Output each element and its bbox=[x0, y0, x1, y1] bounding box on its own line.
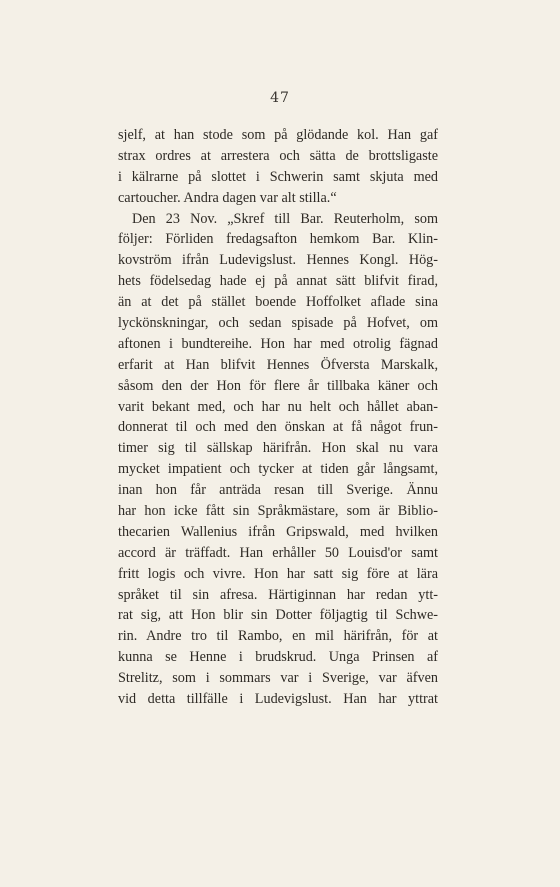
text-line: varit bekant med, och har nu helt och hållet aban- bbox=[118, 398, 438, 415]
text-line: cartoucher. Andra dagen var alt stilla.“ bbox=[118, 189, 337, 206]
text-line: sjelf, at han stode som på glödande kol. Han gaf bbox=[118, 127, 438, 143]
text-line: mycket impatient och tycker at tiden går långsamt, bbox=[118, 461, 438, 478]
text-line: än at det på stället boende Hoffolket aflade sina bbox=[118, 294, 438, 311]
text-line: kunna se Henne i brudskrud. Unga Prinsen af bbox=[118, 649, 438, 666]
text-line: i kälrarne på slottet i Schwerin samt skjuta med bbox=[118, 168, 438, 185]
text-line: såsom den der Hon för flere år tillbaka käner och bbox=[118, 377, 438, 394]
text-line: strax ordres at arrestera och sätta de brottsligaste bbox=[118, 147, 438, 164]
text-line: följer: Förliden fredagsafton hemkom Bar. Klin- bbox=[118, 231, 438, 248]
text-line: aftonen i bundtereihe. Hon har med otrolig fägnad bbox=[118, 335, 438, 352]
text-line: rat sig, att Hon blir sin Dotter följagtig til Schwe- bbox=[118, 607, 438, 624]
text-line: lyckönskningar, och sedan spisade på Hofvet, om bbox=[118, 315, 438, 332]
text-line: fritt logis och vivre. Hon har satt sig före at lära bbox=[118, 565, 438, 582]
text-line: Strelitz, som i sommars var i Sverige, var äfven bbox=[118, 670, 438, 687]
text-line: inan hon får anträda resan till Sverige. Ännu bbox=[118, 482, 438, 499]
text-line: Den 23 Nov. „Skref till Bar. Reuterholm, som bbox=[132, 210, 438, 227]
text-line: timer sig til sällskap härifrån. Hon skal nu vara bbox=[118, 440, 438, 457]
page-number: 47 bbox=[270, 90, 290, 106]
text-line: rin. Andre tro til Rambo, en mil härifrån, för at bbox=[118, 628, 438, 645]
text-line: vid detta tillfälle i Ludevigslust. Han har yttrat bbox=[118, 691, 438, 708]
text-line: har hon icke fått sin Språkmästare, som är Biblio- bbox=[118, 503, 438, 520]
text-line: thecarien Wallenius ifrån Gripswald, med hvilken bbox=[118, 523, 438, 540]
text-line: språket til sin afresa. Härtiginnan har redan ytt- bbox=[118, 586, 438, 603]
text-line: erfarit at Han blifvit Hennes Öfversta Marskalk, bbox=[118, 356, 438, 373]
body-text bbox=[118, 125, 438, 710]
text-line: kovström ifrån Ludevigslust. Hennes Kongl. Hög- bbox=[118, 252, 438, 269]
text-line: hets födelsedag hade ej på annat sätt blifvit firad, bbox=[118, 273, 438, 290]
text-line: donnerat til och med den önskan at få något frun- bbox=[118, 419, 438, 436]
text-line: accord är träffadt. Han erhåller 50 Louisd'or samt bbox=[118, 544, 438, 561]
